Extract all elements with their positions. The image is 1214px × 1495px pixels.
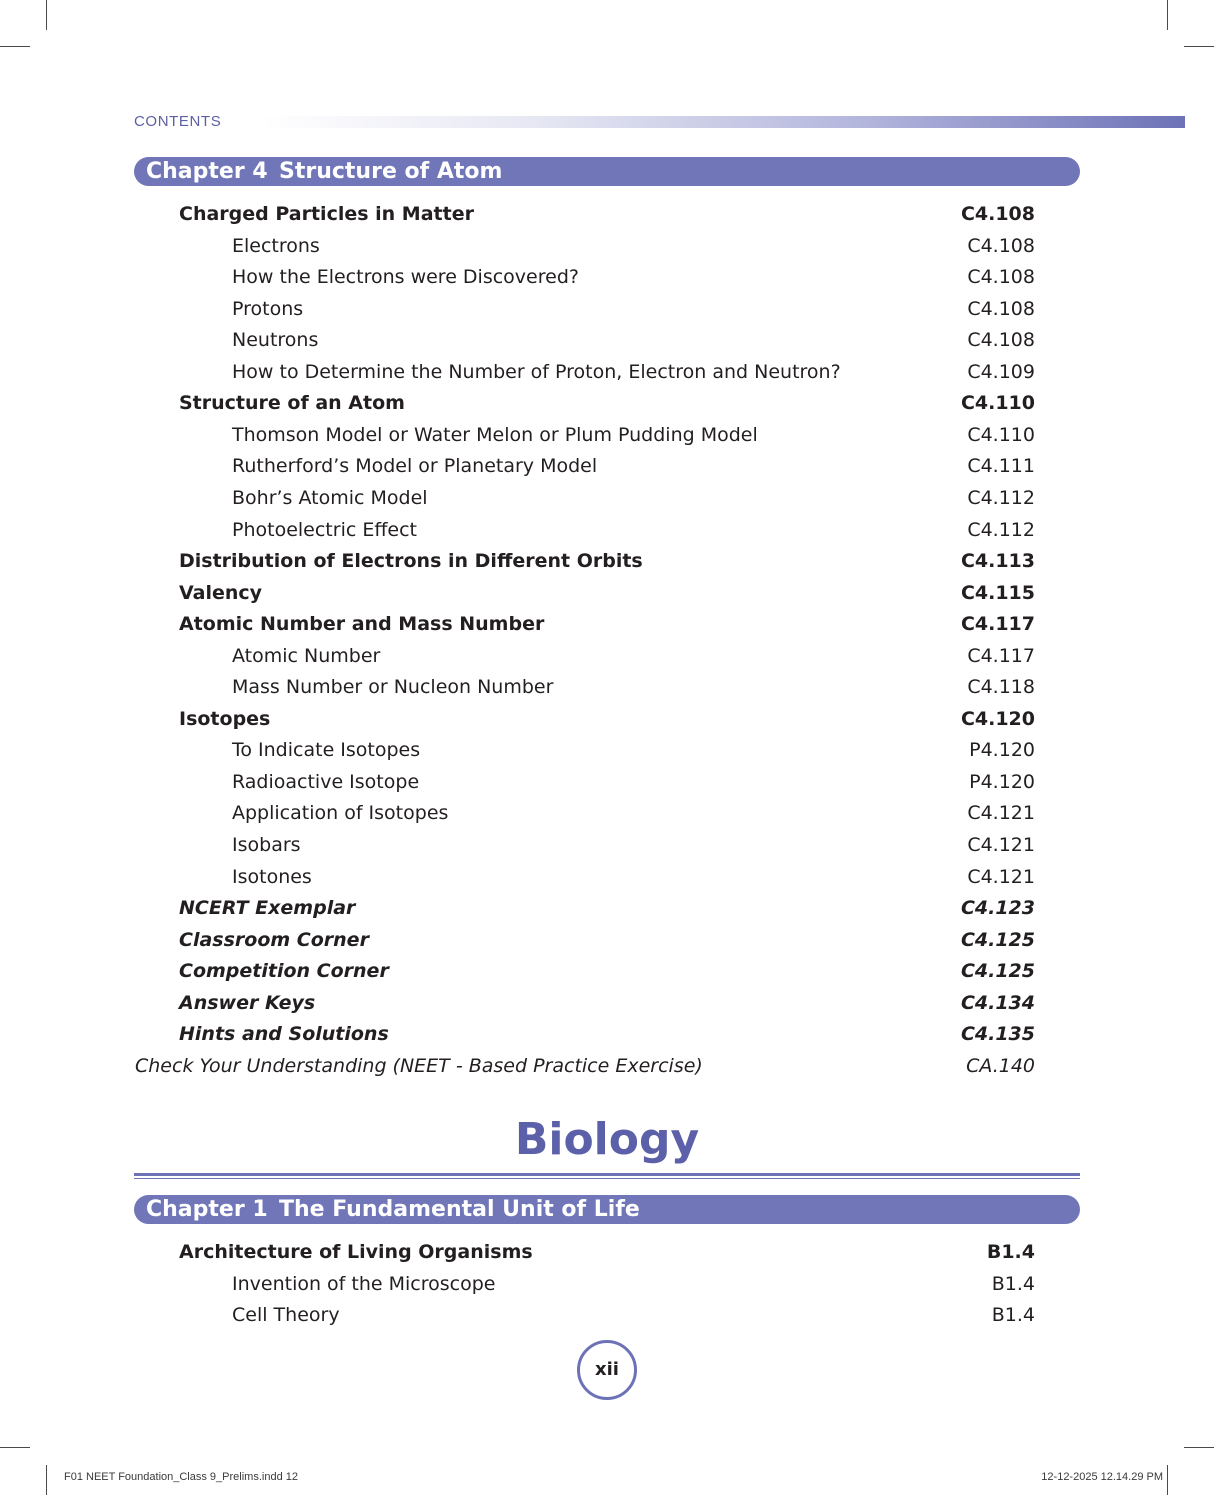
toc-entry-page: C4.115 (960, 581, 1035, 604)
toc-entry (0, 988, 1214, 1019)
chapter-4-banner (134, 157, 1080, 186)
toc-entry-title: Hints and Solutions (179, 1023, 389, 1046)
toc-entry-page: C4.113 (960, 550, 1035, 573)
subject-rule (134, 1173, 1080, 1176)
toc-entry-title: Thomson Model or Water Melon or Plum Pudding Model (232, 423, 758, 446)
toc-entry-title: Application of Isotopes (232, 802, 449, 825)
toc-entry (0, 704, 1214, 735)
toc-entry-title: Neutrons (232, 329, 319, 352)
toc-entry-title: Protons (232, 297, 304, 320)
crop-mark (0, 1447, 30, 1448)
toc-entry (0, 483, 1214, 514)
toc-entry (0, 1269, 1214, 1300)
toc-entry-title: Valency (179, 581, 263, 604)
toc-entry-title: Radioactive Isotope (232, 770, 420, 793)
toc-entry (0, 925, 1214, 956)
toc-entry-title: Atomic Number and Mass Number (179, 613, 545, 636)
toc-entry (0, 830, 1214, 861)
toc-entry-title: Isobars (232, 834, 301, 856)
toc-entry-page: C4.117 (960, 613, 1035, 636)
toc-entry-title: Structure of an Atom (179, 392, 405, 415)
toc-entry-page: CA.140 (966, 1054, 1035, 1077)
toc-entry (0, 1237, 1214, 1268)
crop-mark (0, 46, 30, 47)
toc-entry-title: To Indicate Isotopes (232, 739, 421, 762)
chapter-title: The Fundamental Unit of Life (279, 1197, 640, 1222)
toc-entry-title: Competition Corner (179, 960, 389, 983)
toc-entry-title: Classroom Corner (179, 928, 369, 951)
contents-gradient-bar (262, 116, 1185, 128)
toc-entry-title: Isotopes (179, 707, 271, 730)
toc-entry (0, 862, 1214, 893)
chapter-1-banner (134, 1195, 1080, 1224)
toc-entry-page: C4.112 (967, 518, 1035, 541)
toc-entry-page: C4.125 (960, 960, 1035, 983)
toc-entry (0, 1051, 1214, 1082)
crop-mark (1167, 0, 1168, 30)
subject-heading: Biology (514, 1114, 700, 1165)
toc-entry-page: B1.4 (991, 1304, 1035, 1327)
toc-entry-page: C4.108 (967, 297, 1035, 320)
toc-entry-title: Answer Keys (179, 991, 316, 1014)
toc-entry-page: P4.120 (969, 770, 1035, 793)
toc-entry (0, 262, 1214, 293)
toc-entry (0, 672, 1214, 703)
toc-entry (0, 294, 1214, 325)
toc-entry-page: C4.109 (967, 360, 1035, 383)
toc-entry (0, 357, 1214, 388)
toc-entry-title: How to Determine the Number of Proton, Electron and Neutron? (232, 360, 841, 383)
toc-entry (0, 231, 1214, 262)
toc-entry-page: C4.118 (967, 676, 1035, 699)
toc-entry-page: C4.110 (960, 392, 1035, 415)
toc-entry-title: Charged Particles in Matter (179, 203, 474, 225)
toc-entry-page: C4.121 (967, 802, 1035, 825)
toc-entry (0, 420, 1214, 451)
crop-mark (46, 1465, 47, 1495)
toc-entry-page: C4.125 (960, 928, 1035, 951)
crop-mark (1184, 46, 1214, 47)
crop-mark (1184, 1447, 1214, 1448)
toc-entry (0, 767, 1214, 798)
subject-rule (134, 1178, 1080, 1179)
chapter-number: Chapter 1 (146, 1197, 268, 1222)
toc-entry-title: Rutherford’s Model or Planetary Model (232, 455, 598, 478)
toc-entry-page: C4.110 (967, 423, 1035, 446)
chapter-title: Structure of Atom (279, 159, 503, 184)
toc-entry-title: Check Your Understanding (NEET - Based Practice Exercise) (135, 1054, 703, 1077)
toc-entry-page: C4.134 (960, 991, 1035, 1014)
toc-entry-page: P4.120 (969, 739, 1035, 762)
toc-entry (0, 735, 1214, 766)
toc-entry-page: C4.121 (967, 865, 1035, 888)
toc-entry-title: Mass Number or Nucleon Number (232, 676, 554, 699)
crop-mark (46, 0, 47, 30)
toc-entry (0, 609, 1214, 640)
toc-entry (0, 388, 1214, 419)
toc-entry-page: C4.117 (967, 644, 1035, 667)
toc-entry (0, 515, 1214, 546)
toc-entry (0, 1019, 1214, 1050)
chapter-number: Chapter 4 (146, 159, 268, 184)
toc-entry-page: C4.108 (967, 266, 1035, 289)
toc-entry-page: C4.108 (960, 203, 1035, 225)
toc-entry-page: C4.121 (967, 834, 1035, 856)
toc-entry-title: Atomic Number (232, 644, 381, 667)
toc-entry-page: C4.135 (960, 1023, 1035, 1046)
toc-entry (0, 798, 1214, 829)
page-number: xii (577, 1340, 637, 1400)
toc-entry (0, 956, 1214, 987)
footer-file: F01 NEET Foundation_Class 9_Prelims.indd 12 (64, 1471, 298, 1483)
toc-entry-title: Photoelectric Effect (232, 518, 418, 541)
toc-entry-title: Architecture of Living Organisms (179, 1241, 533, 1263)
toc-entry-page: B1.4 (986, 1241, 1035, 1263)
toc-entry-title: Distribution of Electrons in Different Orbits (179, 550, 643, 573)
toc-entry-page: C4.111 (967, 455, 1035, 478)
toc-entry-page: C4.108 (967, 329, 1035, 352)
toc-entry-title: How the Electrons were Discovered? (232, 266, 579, 289)
footer-timestamp: 12-12-2025 12.14.29 PM (1041, 1471, 1163, 1483)
toc-entry-title: NCERT Exemplar (179, 897, 356, 920)
toc-entry-title: Bohr’s Atomic Model (232, 486, 428, 509)
toc-entry-page: C4.120 (960, 707, 1035, 730)
toc-entry (0, 199, 1214, 230)
toc-entry (0, 578, 1214, 609)
toc-entry (0, 641, 1214, 672)
toc-entry (0, 1300, 1214, 1331)
toc-entry (0, 893, 1214, 924)
toc-entry-page: B1.4 (991, 1272, 1035, 1295)
toc-entry-title: Invention of the Microscope (232, 1272, 496, 1295)
crop-mark (1167, 1465, 1168, 1495)
toc-entry (0, 451, 1214, 482)
toc-entry-page: C4.123 (960, 897, 1035, 920)
toc-entry-title: Cell Theory (232, 1304, 340, 1327)
toc-entry-title: Isotones (232, 865, 312, 888)
toc-entry-page: C4.108 (967, 234, 1035, 257)
toc-entry (0, 546, 1214, 577)
toc-entry-page: C4.112 (967, 486, 1035, 509)
toc-entry-title: Electrons (232, 234, 320, 257)
toc-entry (0, 325, 1214, 356)
contents-label: CONTENTS (134, 113, 222, 130)
